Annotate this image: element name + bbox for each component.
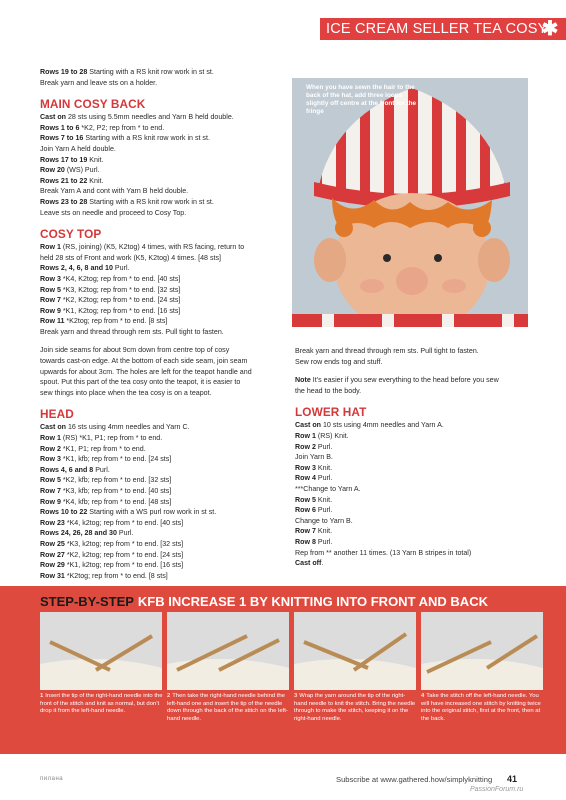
instruction-line [295, 473, 527, 484]
instruction-text: Starting with a RS knit row work in st st. [87, 68, 214, 76]
step-2-caption [167, 693, 291, 723]
instruction-line [40, 528, 284, 539]
instruction-line [295, 505, 527, 516]
step-number: 2 [167, 693, 171, 699]
instruction-line [295, 495, 527, 506]
instruction-text: 28 sts using 5.5mm needles and Yarn B held double. [66, 113, 234, 122]
subscribe-link[interactable]: Subscribe at www.gathered.how/simplyknitting [336, 775, 493, 784]
instruction-text: upwards for about 3cm. The holes are left for the teapot handle and [40, 367, 252, 376]
instruction-text: *K4, kfb; rep from * to end. [48 sts] [60, 497, 172, 506]
instruction-text: held 28 sts of Front and work (K5, K2tog) 4 times. [48 sts] [40, 253, 221, 262]
watermark: PassionForum.ru [470, 786, 524, 793]
photo-caption: When you have sewn the hair to the back of the hat, add three loops slightly off centre at the front for the fringe [306, 84, 417, 115]
instruction-line [40, 67, 284, 78]
instruction-line [40, 123, 284, 134]
instruction-line [295, 442, 527, 453]
instruction-text: *K2, kfb; rep from * to end. [32 sts] [60, 476, 172, 485]
instruction-line [40, 571, 284, 582]
instruction-label: Row 7 [40, 296, 61, 305]
step-text: Wrap the yarn around the tip of the right-hand needle to knit the stitch. Bring the needle through to make the stitch, keeping it on the right-hand needle. [294, 693, 416, 722]
instruction-label: Cast on [295, 421, 322, 430]
instruction-line [40, 295, 284, 306]
instruction-text: *K1, k2tog; rep from * to end. [16 sts] [64, 561, 184, 570]
instruction-text: Leave sts on needle and proceed to Cosy Top. [40, 208, 187, 217]
instruction-text: It’s easier if you sew everything to the head before you sew [310, 376, 499, 385]
instruction-line [40, 112, 284, 123]
instruction-label: Rows 4, 6 and 8 [40, 465, 94, 474]
instruction-label: Rows 23 to 28 [40, 197, 88, 206]
instruction-text: Knit. [87, 176, 104, 185]
instruction-text: (RS) *K1, P1; rep from * to end. [60, 434, 163, 443]
paragraph-gap [295, 367, 527, 375]
instruction-text: *K1, K2tog; rep from * to end. [16 sts] [60, 306, 181, 315]
instruction-line [40, 345, 284, 356]
instruction-line [40, 518, 284, 529]
instruction-line [295, 357, 527, 368]
instruction-line [295, 548, 527, 559]
instruction-label: Row 27 [40, 550, 65, 559]
instruction-label: Row 11 [40, 317, 65, 326]
instruction-text: *K2, k2tog; rep from * to end. [24 sts] [64, 550, 184, 559]
instruction-text: *K2tog; rep from * to end. [8 sts] [64, 317, 168, 326]
instruction-label: Row 20 [40, 166, 65, 175]
step-number: 4 [421, 693, 425, 699]
section-heading: HEAD [40, 407, 74, 422]
step-by-step-title [40, 594, 488, 610]
instruction-label: Row 31 [40, 571, 65, 580]
instruction-label: Row 2 [40, 444, 61, 453]
page-number: 41 [507, 774, 518, 784]
instruction-line [295, 558, 527, 569]
instruction-text: Starting with a RS knit row work in st st. [87, 197, 214, 206]
instruction-text: spout. Put this part of the tea cosy onto the teapot, it is easier to [40, 378, 241, 387]
instruction-label: Row 29 [40, 561, 65, 570]
page-title: ICE CREAM SELLER TEA COSY [326, 21, 548, 37]
step-number: 3 [294, 693, 298, 699]
step-4-photo [421, 612, 543, 690]
instruction-line [40, 208, 284, 219]
instruction-line [40, 507, 284, 518]
instruction-line [40, 475, 284, 486]
instruction-text: Purl. [93, 465, 110, 474]
instruction-line [295, 431, 527, 442]
instruction-line [40, 176, 284, 187]
instruction-line [295, 346, 527, 357]
instruction-line [40, 465, 284, 476]
instruction-label: Row 5 [40, 285, 61, 294]
instruction-line [40, 388, 284, 399]
instruction-text: Purl. [112, 264, 130, 273]
instruction-label: Row 3 [40, 455, 61, 464]
step-2-photo [167, 612, 289, 690]
instruction-label: Cast on [40, 423, 67, 432]
instruction-text: 10 sts using 4mm needles and Yarn A. [321, 421, 444, 430]
instruction-text: (RS) Knit. [315, 431, 349, 440]
instruction-line [295, 463, 527, 474]
instruction-text: Purl. [315, 474, 333, 483]
instruction-line [40, 144, 284, 155]
step-4-caption [421, 693, 545, 723]
instruction-text: *K2, P2; rep from * to end. [79, 123, 165, 132]
instruction-text: Break Yarn A and cont with Yarn B held double. [40, 187, 189, 196]
instruction-line [40, 78, 284, 89]
instruction-label: Row 9 [40, 306, 61, 315]
instruction-line [40, 306, 284, 317]
instruction-line [40, 444, 284, 455]
instruction-text: Purl. [315, 506, 333, 515]
instruction-line [40, 454, 284, 465]
step-text: Take the stitch off the left-hand needle. You will have increased one stitch by knitting twice into the original stitch, first at the front, then at the back. [421, 693, 541, 722]
instruction-line [295, 375, 527, 386]
instruction-line [40, 327, 284, 338]
instruction-label: Row 2 [295, 442, 316, 451]
instruction-line [40, 539, 284, 550]
instruction-line [40, 242, 284, 253]
instruction-text: Join Yarn A held double. [40, 144, 116, 153]
instruction-text: Change to Yarn B. [295, 516, 353, 525]
footer-publisher: пилана [40, 776, 64, 782]
instruction-line [40, 253, 284, 264]
instruction-line [40, 367, 284, 378]
step-number: 1 [40, 693, 44, 699]
instruction-text: Knit. [315, 527, 333, 536]
instruction-line [40, 422, 284, 433]
instruction-text: Purl. [315, 442, 333, 451]
instruction-text: Rep from ** another 11 times. (13 Yarn B stripes in total) [295, 548, 472, 557]
instruction-text: *K1, kfb; rep from * to end. [24 sts] [60, 455, 172, 464]
step-by-step-label: STEP-BY-STEP [40, 594, 134, 609]
instruction-line [40, 560, 284, 571]
instruction-label: Rows 1 to 6 [40, 123, 80, 132]
instruction-line [40, 197, 284, 208]
instruction-text: Sew row ends tog and stuff. [295, 357, 383, 366]
instruction-text: (RS, joining) (K5, K2tog) 4 times, with RS facing, return to [60, 243, 245, 252]
instruction-line [295, 386, 527, 397]
instruction-text: sew things into place when the tea cosy is on a teapot. [40, 388, 212, 397]
instruction-text: the head to the body. [295, 386, 362, 395]
instruction-label: Row 9 [40, 497, 61, 506]
step-text: Then take the right-hand needle behind the left-hand one and insert the tip of the needle down through the back of the stitch on the left-hand needle. [167, 693, 288, 722]
section-heading: MAIN COSY BACK [40, 97, 146, 112]
instruction-text: *K2, K2tog; rep from * to end. [24 sts] [60, 296, 181, 305]
instruction-label: Row 3 [40, 274, 61, 283]
section-heading: COSY TOP [40, 227, 102, 242]
instruction-text: Purl. [116, 529, 134, 538]
instruction-text: *K4, k2tog; rep from * to end. [40 sts] [64, 518, 184, 527]
instruction-label: Row 6 [295, 506, 316, 515]
instruction-label: Row 5 [40, 476, 61, 485]
instruction-line [295, 484, 527, 495]
instruction-text: Break yarn and leave sts on a holder. [40, 78, 158, 87]
instruction-text: Knit. [315, 463, 333, 472]
instruction-label: Rows 24, 26, 28 and 30 [40, 529, 117, 538]
instruction-text: Purl. [315, 537, 333, 546]
step-1-photo [40, 612, 162, 690]
instruction-label: Note [295, 376, 311, 385]
instruction-line [40, 316, 284, 327]
instruction-line [295, 526, 527, 537]
instruction-label: Row 5 [295, 495, 316, 504]
instruction-text: *K1, P1; rep from * to end. [60, 444, 146, 453]
instruction-text: Knit. [315, 495, 333, 504]
instruction-line [40, 165, 284, 176]
instruction-label: Row 1 [295, 431, 316, 440]
instruction-label: Row 8 [295, 537, 316, 546]
instruction-line [40, 155, 284, 166]
instruction-label: Cast off [295, 559, 322, 568]
instruction-line [40, 285, 284, 296]
right-column [295, 346, 527, 569]
instruction-line [40, 433, 284, 444]
step-by-step-heading: KFB INCREASE 1 BY KNITTING INTO FRONT AND BACK [137, 594, 488, 609]
instruction-line [40, 550, 284, 561]
instruction-label: Rows 7 to 16 [40, 134, 84, 143]
instruction-label: Rows 19 to 28 [40, 68, 88, 76]
step-3-photo [294, 612, 416, 690]
instruction-text: towards cast-on edge. At the bottom of each side seam, join seam [40, 357, 248, 366]
instruction-label: Row 1 [40, 434, 61, 443]
section-heading: LOWER HAT [295, 405, 367, 420]
step-text: Insert the tip of the right-hand needle into the front of the stitch and knit as normal, but don’t drop it from the left-hand needle. [40, 693, 163, 715]
instruction-text: *K2tog; rep from * to end. [8 sts] [64, 571, 168, 580]
instruction-line [40, 274, 284, 285]
step-1-caption [40, 693, 164, 716]
instruction-line [40, 356, 284, 367]
left-column [40, 67, 284, 581]
instruction-label: Row 3 [295, 463, 316, 472]
instruction-line [295, 420, 527, 431]
instruction-label: Rows 21 to 22 [40, 176, 88, 185]
asterisk-icon: ✱ [541, 18, 559, 40]
instruction-label: Row 25 [40, 539, 65, 548]
instruction-label: Row 7 [40, 487, 61, 495]
instruction-line [295, 537, 527, 548]
instruction-text: *K3, k2tog; rep from * to end. [32 sts] [64, 539, 184, 548]
instruction-label: Cast on [40, 113, 67, 122]
instruction-line [40, 377, 284, 388]
instruction-text: Join side seams for about 9cm down from centre top of cosy [40, 346, 230, 355]
instruction-line [295, 452, 527, 463]
instruction-text: *K4, K2tog; rep from * to end. [40 sts] [60, 274, 181, 283]
instruction-label: Row 4 [295, 474, 316, 483]
instruction-line [40, 486, 284, 497]
instruction-text: (WS) Purl. [64, 166, 100, 175]
instruction-label: Row 23 [40, 518, 65, 527]
instruction-line [40, 186, 284, 197]
instruction-text: 16 sts using 4mm needles and Yarn C. [66, 423, 190, 432]
instruction-line [295, 516, 527, 527]
instruction-label: Row 7 [295, 527, 316, 536]
instruction-label: Rows 2, 4, 6, 8 and 10 [40, 264, 113, 273]
instruction-text: Break yarn and thread through rem sts. Pull tight to fasten. [295, 347, 479, 355]
instruction-text: Join Yarn B. [295, 453, 333, 462]
instruction-line [40, 497, 284, 508]
instruction-text: Starting with a RS knit row work in st st. [83, 134, 210, 143]
instruction-text: *K3, kfb; rep from * to end. [40 sts] [60, 487, 172, 495]
paragraph-gap [40, 337, 284, 345]
instruction-line [40, 263, 284, 274]
instruction-text: Break yarn and thread through rem sts. Pull tight to fasten. [40, 327, 224, 336]
instruction-label: Rows 10 to 22 [40, 508, 88, 517]
instruction-line [40, 133, 284, 144]
step-3-caption [294, 693, 418, 723]
instruction-text: Knit. [87, 155, 104, 164]
instruction-text: Starting with a WS purl row work in st st. [87, 508, 217, 517]
instruction-label: Row 1 [40, 243, 61, 252]
instruction-text: ***Change to Yarn A. [295, 484, 361, 493]
instruction-text: . [321, 559, 324, 568]
instruction-label: Rows 17 to 19 [40, 155, 88, 164]
instruction-text: *K3, K2tog; rep from * to end. [32 sts] [60, 285, 181, 294]
